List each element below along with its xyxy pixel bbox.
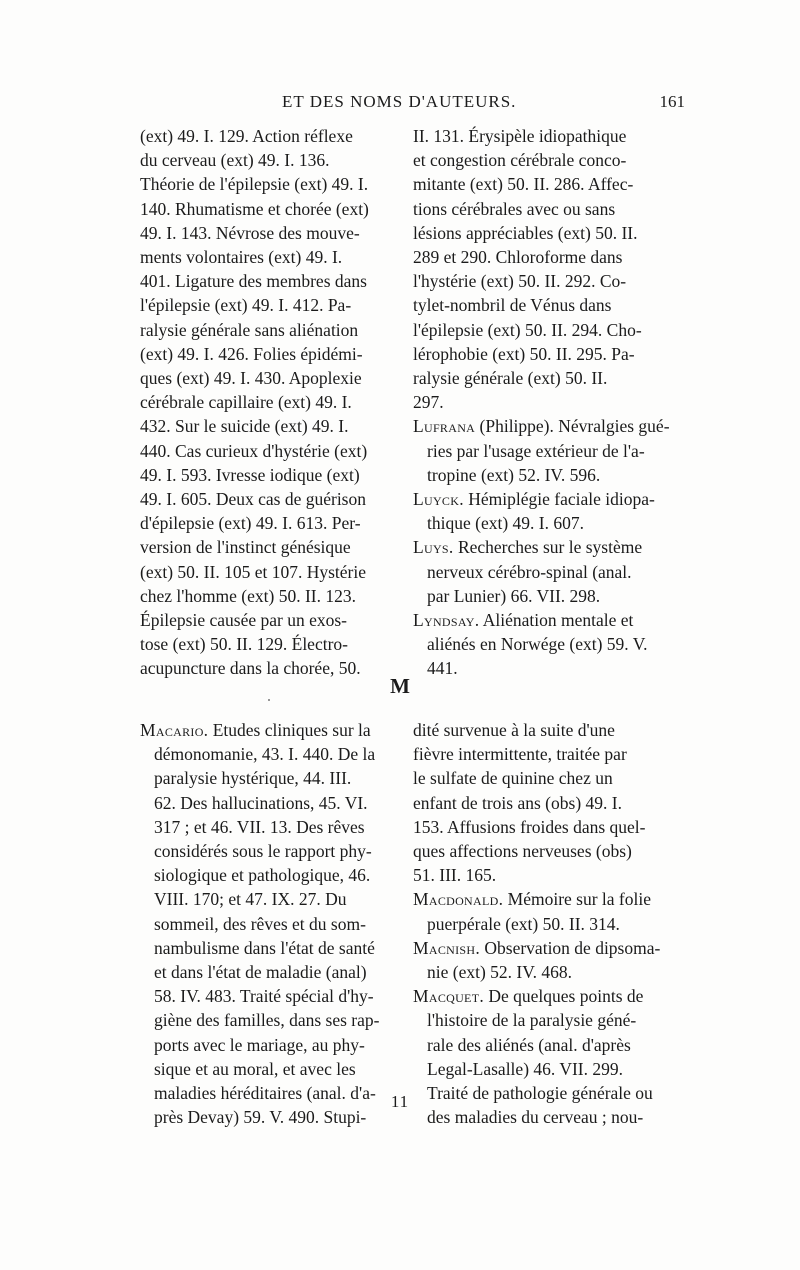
index-text: fièvre intermittente, traitée par — [413, 744, 627, 765]
index-text: aliénés en Norwége (ext) 59. V. — [427, 634, 648, 655]
index-line — [413, 511, 675, 535]
index-line — [140, 584, 402, 608]
index-text: chez l'homme (ext) 50. II. 123. — [140, 585, 356, 606]
index-line — [413, 366, 675, 390]
index-text: l'histoire de la paralysie géné- — [427, 1010, 637, 1031]
index-line — [413, 342, 675, 366]
index-text: 432. Sur le suicide (ext) 49. I. — [140, 416, 349, 437]
index-text: 51. III. 165. — [413, 865, 497, 886]
author-name: Macario. — [140, 720, 209, 740]
index-text: 153. Affusions froides dans quel- — [413, 816, 646, 837]
index-line — [413, 318, 675, 342]
index-text: l'épilepsie (ext) 50. II. 294. Cho- — [413, 319, 642, 340]
index-text: tions cérébrales avec ou sans — [413, 198, 616, 219]
index-line — [140, 439, 402, 463]
index-text: nie (ext) 52. IV. 468. — [427, 962, 572, 983]
author-name: Lufrana — [413, 416, 476, 437]
page-number: 161 — [659, 92, 685, 111]
index-text: ports avec le mariage, au phy- — [154, 1034, 365, 1055]
index-text: ralysie générale (ext) 50. II. — [413, 368, 608, 389]
index-text: et dans l'état de maladie (anal) — [154, 962, 367, 983]
index-text: Observation de dipsoma- — [480, 937, 661, 958]
index-text: sique et au moral, et avec les — [154, 1058, 356, 1079]
index-text: rale des aliénés (anal. d'après — [427, 1034, 631, 1055]
index-line — [140, 342, 402, 366]
index-line — [140, 148, 402, 172]
index-text: nambulisme dans l'état de santé — [154, 937, 375, 958]
index-line — [413, 632, 675, 656]
section-letter: M — [390, 674, 410, 698]
index-text: démonomanie, 43. I. 440. De la — [154, 744, 376, 765]
index-text: Aliénation mentale et — [479, 610, 634, 631]
index-line — [140, 887, 402, 911]
index-text: ments volontaires (ext) 49. I. — [140, 247, 343, 268]
index-text: Etudes cliniques sur la — [208, 720, 371, 740]
index-line — [140, 535, 402, 559]
index-line — [413, 791, 675, 815]
author-name: Macdonald. — [413, 889, 504, 910]
index-line — [413, 463, 675, 487]
index-text: (Philippe). Névralgies gué- — [475, 416, 670, 437]
index-line — [140, 718, 402, 742]
index-line — [140, 560, 402, 584]
index-line — [140, 912, 402, 936]
index-text: enfant de trois ans (obs) 49. I. — [413, 792, 622, 813]
index-text: acupuncture dans la chorée, 50. — [140, 658, 361, 679]
index-text: (ext) 50. II. 105 et 107. Hystérie — [140, 561, 366, 582]
index-text: VIII. 170; et 47. IX. 27. Du — [154, 889, 347, 910]
index-text: le sulfate de quinine chez un — [413, 768, 613, 789]
author-name: Luys. — [413, 537, 454, 558]
index-text: De quelques points de — [484, 986, 644, 1007]
index-line — [140, 293, 402, 317]
index-text: et congestion cérébrale conco- — [413, 150, 627, 171]
index-line — [413, 197, 675, 221]
index-text: sommeil, des rêves et du som- — [154, 913, 366, 934]
index-line — [140, 221, 402, 245]
index-text: paralysie hystérique, 44. III. — [154, 768, 352, 789]
index-line — [140, 1033, 402, 1057]
index-line — [413, 560, 675, 584]
index-text: siologique et pathologique, 46. — [154, 865, 371, 886]
index-text: Legal-Lasalle) 46. VII. 299. — [427, 1058, 623, 1079]
index-text: 49. I. 605. Deux cas de guérison — [140, 489, 366, 510]
index-text: thique (ext) 49. I. 607. — [427, 513, 584, 534]
index-text: Mémoire sur la folie — [503, 889, 651, 910]
index-line — [413, 148, 675, 172]
index-line — [413, 390, 675, 414]
running-title: ET DES NOMS D'AUTEURS. — [282, 92, 517, 111]
index-line — [140, 608, 402, 632]
index-text: 297. — [413, 392, 444, 413]
index-line — [140, 863, 402, 887]
index-text: cérébrale capillaire (ext) 49. I. — [140, 392, 352, 413]
author-name: Macnish. — [413, 937, 481, 958]
index-line — [140, 742, 402, 766]
index-text: tose (ext) 50. II. 129. Électro- — [140, 634, 348, 655]
index-line — [140, 815, 402, 839]
index-text: version de l'instinct génésique — [140, 537, 351, 558]
index-line — [413, 742, 675, 766]
index-line — [140, 390, 402, 414]
index-line — [140, 1057, 402, 1081]
index-text: 49. I. 593. Ivresse iodique (ext) — [140, 464, 360, 485]
author-name: Lyndsay. — [413, 610, 480, 631]
index-line — [413, 221, 675, 245]
index-text: Hémiplégie faciale idiopa- — [463, 489, 655, 510]
index-line — [140, 318, 402, 342]
index-text: 401. Ligature des membres dans — [140, 271, 367, 292]
index-line — [413, 839, 675, 863]
index-text: (ext) 49. I. 129. Action réflexe — [140, 126, 353, 146]
index-line — [140, 463, 402, 487]
index-line — [413, 1033, 675, 1057]
index-line — [140, 766, 402, 790]
index-text: d'épilepsie (ext) 49. I. 613. Per- — [140, 513, 361, 534]
index-column-left-top — [140, 124, 402, 681]
index-text: du cerveau (ext) 49. I. 136. — [140, 150, 330, 171]
index-line — [140, 197, 402, 221]
index-text: 317 ; et 46. VII. 13. Des rêves — [154, 816, 365, 837]
index-line — [413, 414, 675, 438]
index-text: dité survenue à la suite d'une — [413, 720, 615, 740]
author-name: Luyck. — [413, 489, 464, 510]
index-line — [413, 1008, 675, 1032]
print-speck — [268, 699, 270, 701]
index-text: l'épilepsie (ext) 49. I. 412. Pa- — [140, 295, 352, 316]
index-line — [413, 1057, 675, 1081]
index-text: maladies héréditaires (anal. d'a- — [154, 1083, 376, 1104]
index-text: Traité de pathologie générale ou — [427, 1083, 653, 1104]
index-line — [413, 487, 675, 511]
index-text: ques (ext) 49. I. 430. Apoplexie — [140, 368, 362, 389]
index-text: 49. I. 143. Névrose des mouve- — [140, 222, 360, 243]
index-line — [140, 839, 402, 863]
index-text: lérophobie (ext) 50. II. 295. Pa- — [413, 343, 635, 364]
index-line — [140, 366, 402, 390]
index-line — [413, 584, 675, 608]
index-text: 440. Cas curieux d'hystérie (ext) — [140, 440, 368, 461]
signature-mark: 11 — [390, 1092, 410, 1111]
index-text: II. 131. Érysipèle idiopathique — [413, 126, 627, 146]
index-line — [140, 124, 402, 148]
index-text: Théorie de l'épilepsie (ext) 49. I. — [140, 174, 369, 195]
author-name: Macquet. — [413, 986, 484, 1007]
index-line — [140, 414, 402, 438]
index-text: par Lunier) 66. VII. 298. — [427, 585, 601, 606]
index-text: (ext) 49. I. 426. Folies épidémi- — [140, 343, 363, 364]
index-line — [140, 245, 402, 269]
index-text: mitante (ext) 50. II. 286. Affec- — [413, 174, 634, 195]
index-line — [140, 269, 402, 293]
index-line — [413, 815, 675, 839]
index-column-right-bottom — [413, 718, 675, 1129]
index-text: tropine (ext) 52. IV. 596. — [427, 464, 601, 485]
index-line — [413, 245, 675, 269]
index-line — [413, 293, 675, 317]
index-text: nerveux cérébro-spinal (anal. — [427, 561, 632, 582]
index-line — [140, 960, 402, 984]
index-line — [140, 632, 402, 656]
index-line — [413, 984, 675, 1008]
index-line — [140, 1008, 402, 1032]
index-text: 62. Des hallucinations, 45. VI. — [154, 792, 368, 813]
index-text: ries par l'usage extérieur de l'a- — [427, 440, 645, 461]
index-text: puerpérale (ext) 50. II. 314. — [427, 913, 620, 934]
index-line — [140, 487, 402, 511]
index-text: Recherches sur le système — [453, 537, 643, 558]
index-line — [413, 269, 675, 293]
index-text: 289 et 290. Chloroforme dans — [413, 247, 623, 268]
index-text: Épilepsie causée par un exos- — [140, 610, 348, 631]
index-line — [413, 439, 675, 463]
index-column-left-bottom — [140, 718, 402, 1129]
index-line — [413, 535, 675, 559]
index-text: lésions appréciables (ext) 50. II. — [413, 222, 638, 243]
index-line — [413, 718, 675, 742]
index-line — [413, 912, 675, 936]
index-line — [413, 887, 675, 911]
index-line — [140, 984, 402, 1008]
index-line — [413, 608, 675, 632]
index-line — [413, 960, 675, 984]
index-text: l'hystérie (ext) 50. II. 292. Co- — [413, 271, 627, 292]
index-line — [140, 511, 402, 535]
index-line — [140, 936, 402, 960]
index-column-right-top — [413, 124, 675, 681]
index-text: des maladies du cerveau ; nou- — [427, 1107, 644, 1128]
index-text: 140. Rhumatisme et chorée (ext) — [140, 198, 369, 219]
index-text: considérés sous le rapport phy- — [154, 841, 372, 862]
running-head — [140, 92, 685, 118]
index-line — [413, 172, 675, 196]
index-line — [413, 124, 675, 148]
index-line — [140, 172, 402, 196]
index-text: giène des familles, dans ses rap- — [154, 1010, 380, 1031]
index-line — [413, 766, 675, 790]
index-line — [413, 863, 675, 887]
index-text: 58. IV. 483. Traité spécial d'hy- — [154, 986, 374, 1007]
index-text: ralysie générale sans aliénation — [140, 319, 359, 340]
index-line — [140, 791, 402, 815]
index-text: ques affections nerveuses (obs) — [413, 841, 632, 862]
index-text: tylet-nombril de Vénus dans — [413, 295, 612, 316]
index-text: près Devay) 59. V. 490. Stupi- — [154, 1107, 367, 1128]
index-line — [413, 936, 675, 960]
index-text: 441. — [427, 658, 458, 679]
